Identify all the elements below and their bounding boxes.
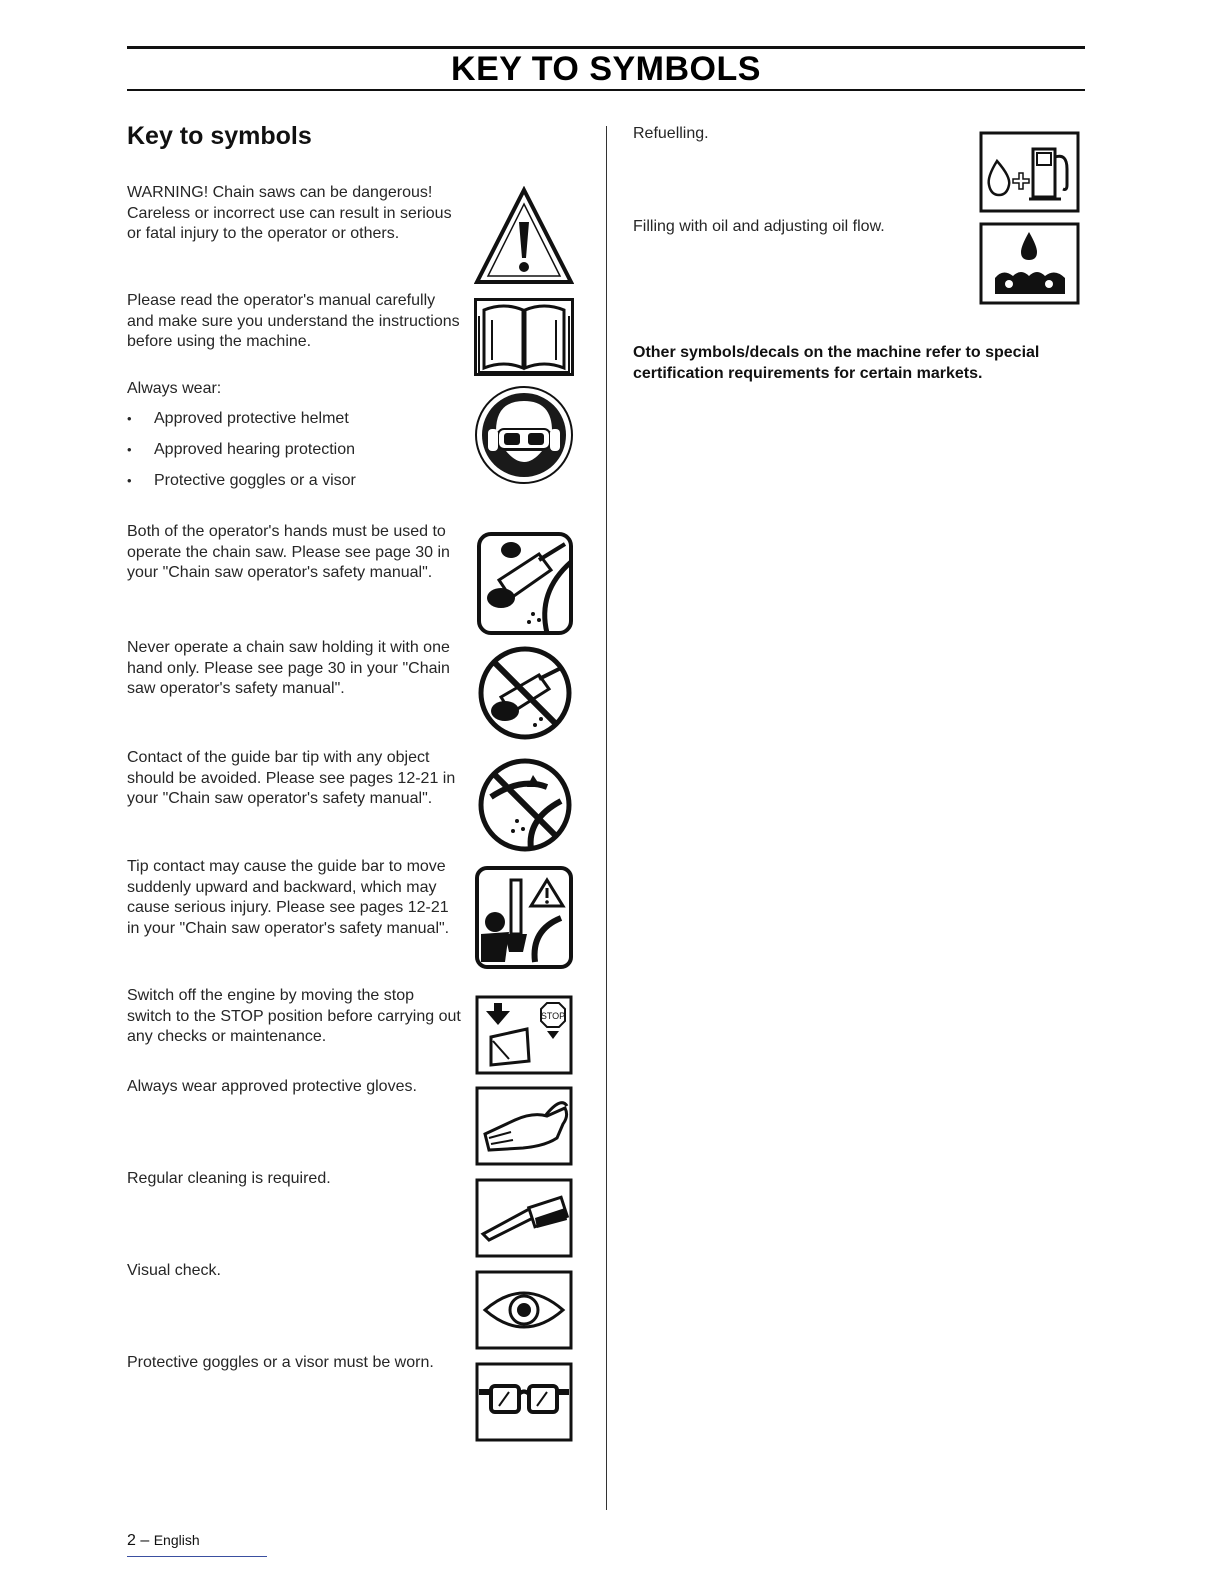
gloves-text: Always wear approved protective gloves.: [127, 1078, 417, 1095]
stop-switch-icon: [475, 995, 573, 1075]
goggles-text: Protective goggles or a visor must be worn.: [127, 1354, 434, 1371]
footer-language: English: [153, 1532, 200, 1548]
cleaning-brush-icon: [475, 1178, 573, 1258]
refuelling-text: Refuelling.: [633, 125, 709, 142]
page-footer: [127, 1530, 200, 1551]
kickback-text: Tip contact may cause the guide bar to move suddenly upward and backward, which may cause serious injury. Please see pages 12-21 in your "Chain saw operator's safety manual".: [127, 858, 450, 937]
warning-triangle-icon: [474, 186, 574, 286]
header-rule-top: [127, 46, 1085, 49]
list-item: • Approved hearing protection: [127, 440, 356, 460]
gloves-icon: [475, 1086, 573, 1166]
page-number: 2: [127, 1532, 136, 1549]
footer-separator: –: [140, 1532, 150, 1549]
list-item: • Approved protective helmet: [127, 409, 356, 429]
kickback-icon: [475, 866, 573, 969]
always-wear-text: Always wear:: [127, 380, 222, 397]
footer-underline: [127, 1556, 267, 1557]
read-manual-text: Please read the operator's manual carefully and make sure you understand the instructions before using the machine.: [127, 292, 460, 350]
goggles-icon: [475, 1362, 573, 1442]
visual-check-text: Visual check.: [127, 1262, 221, 1279]
one-hand-text: Never operate a chain saw holding it with one hand only. Please see page 30 in your "Chain saw operator's safety manual".: [127, 639, 450, 697]
wear-list: [127, 409, 356, 502]
header-rule-bottom: [127, 89, 1085, 91]
section-title: Key to symbols: [127, 122, 312, 150]
page-header-title: KEY TO SYMBOLS: [451, 50, 761, 88]
list-item: • Protective goggles or a visor: [127, 471, 356, 491]
column-divider: [606, 126, 607, 1510]
stop-switch-text: Switch off the engine by moving the stop switch to the STOP position before carrying out any checks or maintenance.: [127, 987, 461, 1045]
eye-icon: [475, 1270, 573, 1350]
other-symbols-note: Other symbols/decals on the machine refer to special certification requirements for certain markets.: [633, 344, 1040, 382]
one-hand-prohibited-icon: [477, 645, 573, 741]
refuelling-icon: [979, 131, 1080, 213]
manual-book-icon: [474, 298, 574, 376]
tip-contact-prohibited-icon: [477, 757, 573, 853]
tip-contact-text: Contact of the guide bar tip with any object should be avoided. Please see pages 12-21 in your "Chain saw operator's safety manual".: [127, 749, 456, 807]
cleaning-text: Regular cleaning is required.: [127, 1170, 331, 1187]
oil-icon: [979, 222, 1080, 305]
warning-text: WARNING! Chain saws can be dangerous! Careless or incorrect use can result in serious or fatal injury to the operator or others.: [127, 184, 452, 242]
stop-label: STOP: [540, 1011, 566, 1021]
helmet-hearing-visor-icon: [474, 385, 574, 485]
both-hands-text: Both of the operator's hands must be used to operate the chain saw. Please see page 30 in your "Chain saw operator's safety manual".: [127, 523, 450, 581]
oil-text: Filling with oil and adjusting oil flow.: [633, 218, 885, 235]
two-hands-icon: [477, 532, 573, 635]
